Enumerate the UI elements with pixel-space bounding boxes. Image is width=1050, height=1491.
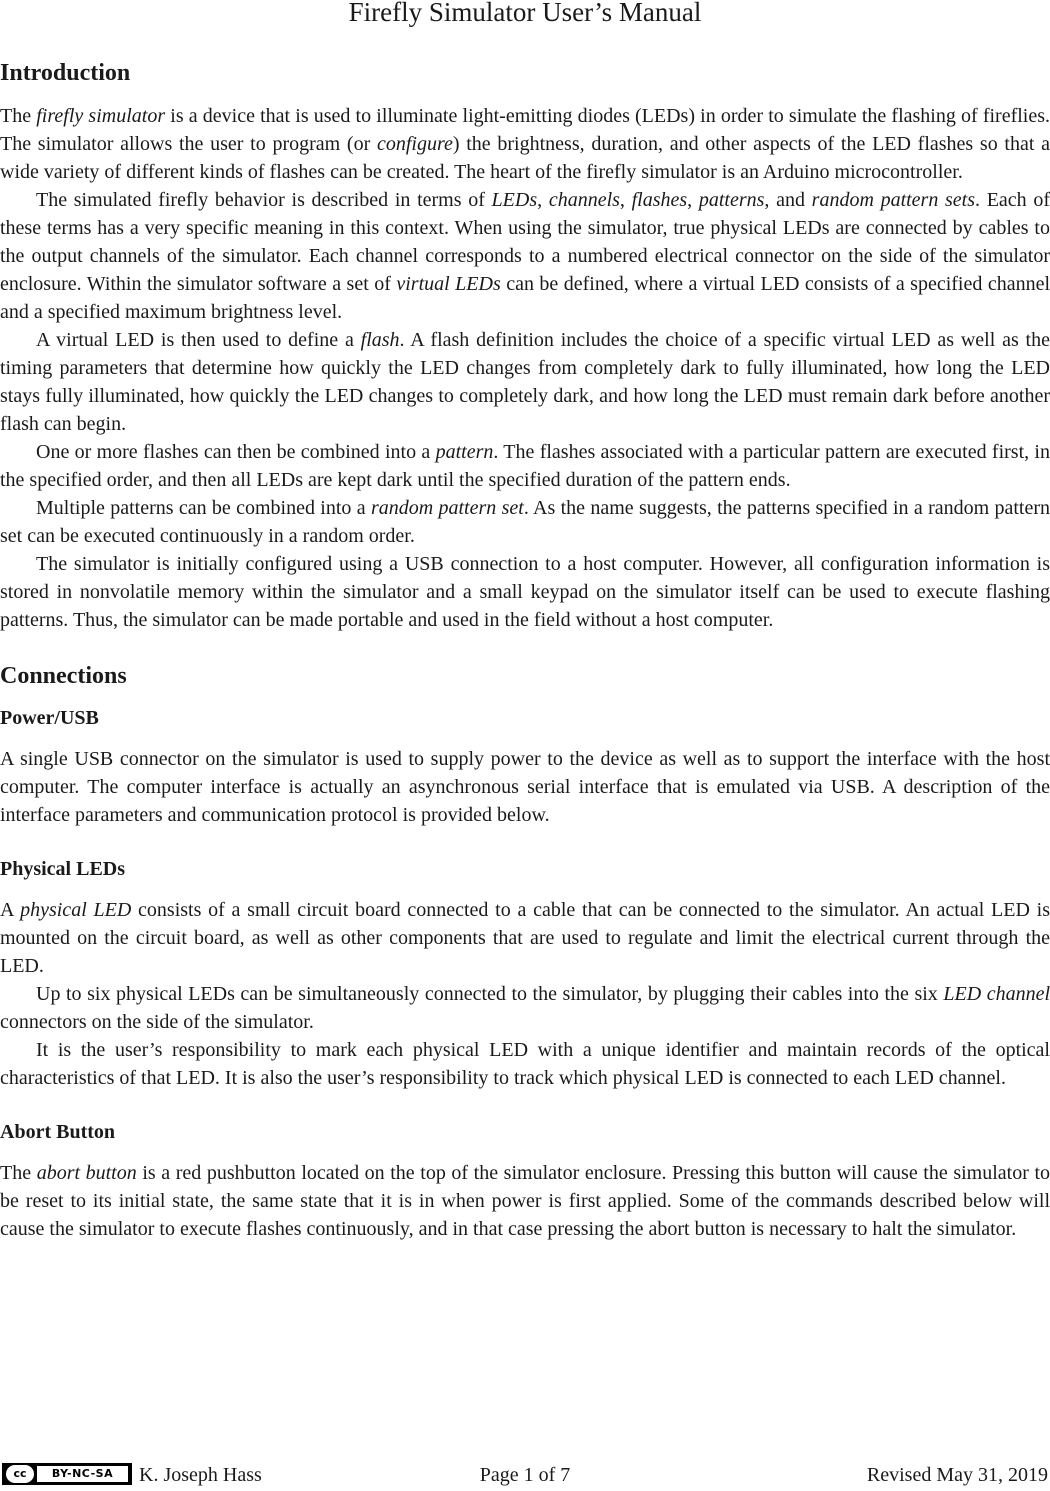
- subsection-heading-physical-leds: Physical LEDs: [0, 858, 126, 880]
- paragraph: It is the user’s responsibility to mark each physical LED with a unique identifier and maintain records of the optical characteristics of that LED. It is also the user’s responsibility to track which physical LED is connected to each LED channel.: [0, 1039, 1050, 1089]
- paragraph: A physical LED consists of a small circuit board connected to a cable that can be connected to the simulator. An actual LED is mounted on the circuit board, as well as other components that are used to regulate and limit the electrical current through the LED.: [0, 899, 1050, 977]
- subsection-heading-power-usb: Power/USB: [0, 707, 99, 729]
- paragraph: Multiple patterns can be combined into a random pattern set. As the name suggests, the patterns specified in a random pattern set can be executed continuously in a random order.: [0, 497, 1050, 547]
- section-heading-connections: Connections: [0, 663, 127, 689]
- section-heading-introduction: Introduction: [0, 60, 131, 86]
- subsection-heading-abort-button: Abort Button: [0, 1121, 116, 1143]
- footer-revision-date: Revised May 31, 2019: [866, 1464, 1048, 1486]
- paragraph: The firefly simulator is a device that is used to illuminate light-emitting diodes (LEDs) in order to simulate the flashing of fireflies. The simulator allows the user to program (or configure) the brightness, duration, and other aspects of the LED flashes so that a wide variety of different kinds of flashes can be created. The heart of the firefly simulator is an Arduino microcontroller.: [0, 105, 1050, 183]
- paragraph: The simulator is initially configured using a USB connection to a host computer. However, all configuration information is stored in nonvolatile memory within the simulator and a small keypad on the simulator itself can be used to execute flashing patterns. Thus, the simulator can be made portable and used in the field without a host computer.: [0, 553, 1050, 631]
- page-footer: [0, 1461, 1050, 1491]
- section-connections: [0, 661, 1050, 1243]
- document-title: Firefly Simulator User’s Manual: [348, 0, 702, 27]
- paragraph: A virtual LED is then used to define a flash. A flash definition includes the choice of a specific virtual LED as well as the timing parameters that determine how quickly the LED changes from completely dark to fully illuminated, how long the LED stays fully illuminated, how quickly the LED changes to completely dark, and how long the LED must remain dark before another flash can begin.: [0, 329, 1050, 435]
- footer-page-number: Page 1 of 7: [479, 1464, 571, 1486]
- document-body: [0, 58, 1050, 1243]
- cc-icon: cc: [6, 1465, 34, 1483]
- license-label: BY-NC-SA: [37, 1466, 128, 1482]
- paragraph: The abort button is a red pushbutton located on the top of the simulator enclosure. Pressing this button will cause the simulator to be reset to its initial state, the same state that it is in when power is first applied. Some of the commands described below will cause the simulator to execute flashes continuously, and in that case pressing the abort button is necessary to halt the simulator.: [0, 1162, 1050, 1240]
- footer-author: K. Joseph Hass: [139, 1464, 262, 1486]
- paragraph: A single USB connector on the simulator is used to supply power to the device as well as to support the interface with the host computer. The computer interface is actually an asynchronous serial interface that is emulated via USB. A description of the interface parameters and communication protocol is provided below.: [0, 748, 1050, 826]
- paragraph: Up to six physical LEDs can be simultaneously connected to the simulator, by plugging their cables into the six LED channel connectors on the side of the simulator.: [0, 983, 1050, 1033]
- paragraph: One or more flashes can then be combined into a pattern. The flashes associated with a particular pattern are executed first, in the specified order, and then all LEDs are kept dark until the specified duration of the pattern ends.: [0, 441, 1050, 491]
- paragraph: The simulated firefly behavior is described in terms of LEDs, channels, flashes, patterns, and random pattern sets. Each of these terms has a very specific meaning in this context. When using the simulator, true physical LEDs are connected by cables to the output channels of the simulator. Each channel corresponds to a numbered electrical connector on the side of the simulator enclosure. Within the simulator software a set of virtual LEDs can be defined, where a virtual LED consists of a specified channel and a specified maximum brightness level.: [0, 189, 1050, 323]
- section-introduction: [0, 58, 1050, 634]
